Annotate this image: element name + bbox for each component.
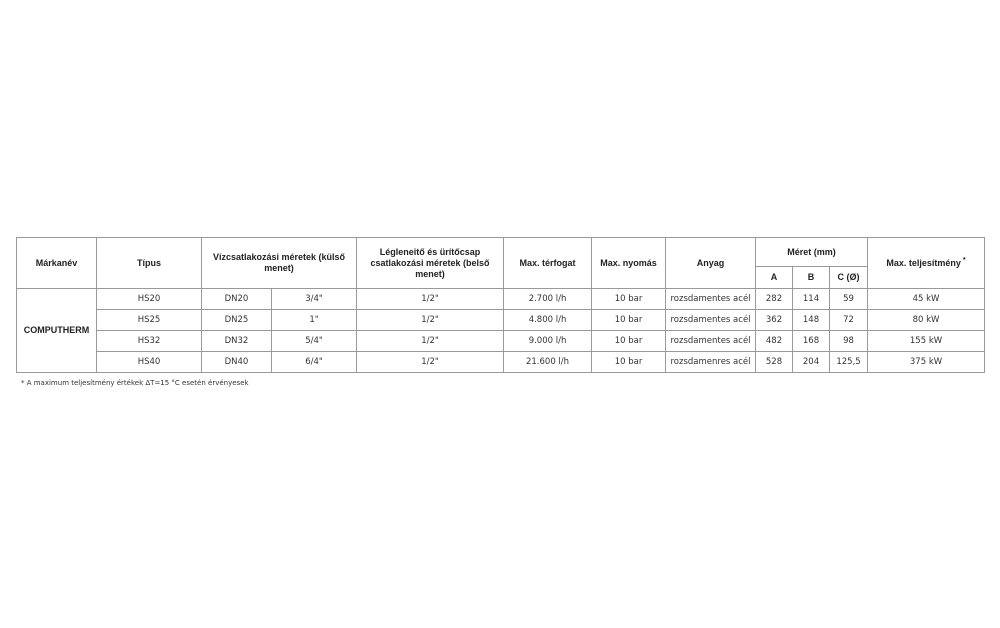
header-max-pressure: Max. nyomás <box>592 238 666 289</box>
power-cell: 375 kW <box>868 352 985 373</box>
table-row <box>17 331 985 352</box>
size-c-cell: 98 <box>830 331 868 352</box>
header-vent-connection: Légleneitő és ürítőcsap csatlakozási méretek (belső menet) <box>357 238 504 289</box>
thread-cell: 1" <box>272 310 357 331</box>
table-row <box>17 352 985 373</box>
material-cell: rozsdamentes acél <box>666 289 756 310</box>
header-max-power <box>868 238 985 289</box>
volume-cell: 4.800 l/h <box>504 310 592 331</box>
dn-cell: DN40 <box>202 352 272 373</box>
vent-cell: 1/2" <box>357 352 504 373</box>
dn-cell: DN20 <box>202 289 272 310</box>
footnote: * A maximum teljesítmény értékek ΔT=15 °C esetén érvényesek <box>21 379 249 387</box>
material-cell: rozsdamenres acél <box>666 352 756 373</box>
header-max-volume: Max. térfogat <box>504 238 592 289</box>
header-max-power-mark: * <box>962 256 966 264</box>
size-c-cell: 125,5 <box>830 352 868 373</box>
power-cell: 155 kW <box>868 331 985 352</box>
size-b-cell: 168 <box>793 331 830 352</box>
specification-table <box>16 237 985 373</box>
pressure-cell: 10 bar <box>592 310 666 331</box>
header-type: Típus <box>97 238 202 289</box>
size-b-cell: 204 <box>793 352 830 373</box>
size-a-cell: 282 <box>756 289 793 310</box>
size-a-cell: 482 <box>756 331 793 352</box>
brand-cell: COMPUTHERM <box>17 289 97 373</box>
table-row <box>17 289 985 310</box>
header-brand: Márkanév <box>17 238 97 289</box>
size-a-cell: 362 <box>756 310 793 331</box>
header-size-c: C (Ø) <box>830 267 868 289</box>
vent-cell: 1/2" <box>357 331 504 352</box>
pressure-cell: 10 bar <box>592 331 666 352</box>
dn-cell: DN25 <box>202 310 272 331</box>
pressure-cell: 10 bar <box>592 352 666 373</box>
size-c-cell: 59 <box>830 289 868 310</box>
power-cell: 45 kW <box>868 289 985 310</box>
volume-cell: 9.000 l/h <box>504 331 592 352</box>
table-row <box>17 310 985 331</box>
size-b-cell: 148 <box>793 310 830 331</box>
dn-cell: DN32 <box>202 331 272 352</box>
thread-cell: 3/4" <box>272 289 357 310</box>
thread-cell: 5/4" <box>272 331 357 352</box>
volume-cell: 2.700 l/h <box>504 289 592 310</box>
size-b-cell: 114 <box>793 289 830 310</box>
power-cell: 80 kW <box>868 310 985 331</box>
material-cell: rozsdamentes acél <box>666 331 756 352</box>
vent-cell: 1/2" <box>357 310 504 331</box>
type-cell: HS25 <box>97 310 202 331</box>
header-max-power-label: Max. teljesítmény <box>886 257 961 268</box>
type-cell: HS20 <box>97 289 202 310</box>
header-size-a: A <box>756 267 793 289</box>
size-c-cell: 72 <box>830 310 868 331</box>
header-material: Anyag <box>666 238 756 289</box>
type-cell: HS40 <box>97 352 202 373</box>
size-a-cell: 528 <box>756 352 793 373</box>
thread-cell: 6/4" <box>272 352 357 373</box>
volume-cell: 21.600 l/h <box>504 352 592 373</box>
header-water-connection: Vízcsatlakozási méretek (külső menet) <box>202 238 357 289</box>
material-cell: rozsdamentes acél <box>666 310 756 331</box>
type-cell: HS32 <box>97 331 202 352</box>
header-size-b: B <box>793 267 830 289</box>
vent-cell: 1/2" <box>357 289 504 310</box>
pressure-cell: 10 bar <box>592 289 666 310</box>
header-size-group: Méret (mm) <box>756 238 868 267</box>
